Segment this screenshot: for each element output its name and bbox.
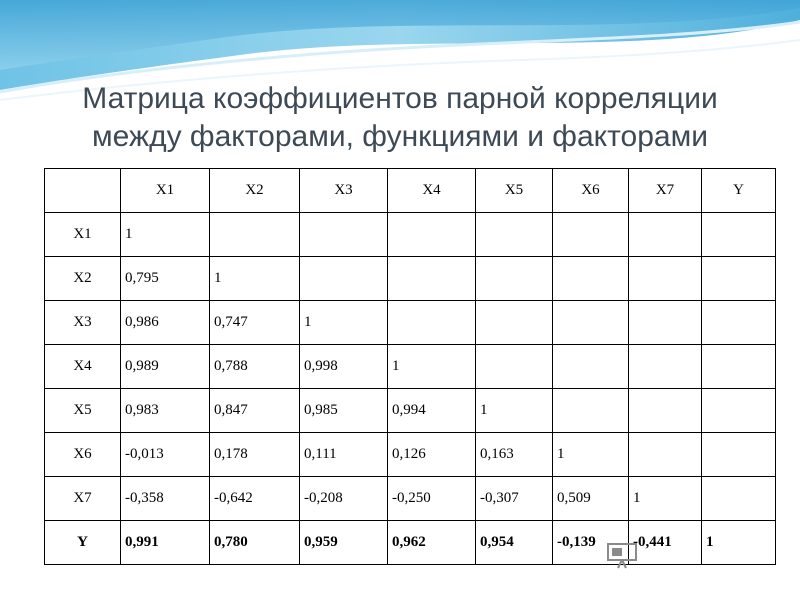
table-row <box>45 257 776 301</box>
column-header: X7 <box>629 169 702 213</box>
table-cell <box>476 257 553 301</box>
table-cell: 0,954 <box>476 521 553 565</box>
table-row <box>45 433 776 477</box>
table-cell <box>629 213 702 257</box>
column-header: X3 <box>300 169 388 213</box>
table-cell <box>300 213 388 257</box>
table-cell <box>476 345 553 389</box>
table-cell: -0,139 <box>553 521 629 565</box>
table-cell: 1 <box>300 301 388 345</box>
table-cell <box>702 389 776 433</box>
table-cell: 0,998 <box>300 345 388 389</box>
table-cell: 0,989 <box>121 345 210 389</box>
table-cell <box>300 257 388 301</box>
column-header: X5 <box>476 169 553 213</box>
table-cell <box>629 389 702 433</box>
table-cell <box>476 213 553 257</box>
row-header: X7 <box>45 477 121 521</box>
table-cell: 0,178 <box>210 433 300 477</box>
table-cell: 1 <box>476 389 553 433</box>
slide-title-line2: между факторами, функциями и факторами <box>92 120 708 153</box>
table-cell: 0,780 <box>210 521 300 565</box>
slide-title-line1: Матрица коэффициентов парной корреляции <box>82 82 718 115</box>
table-corner-cell <box>45 169 121 213</box>
table-cell: 1 <box>629 477 702 521</box>
column-header: X6 <box>553 169 629 213</box>
table-row <box>45 521 776 565</box>
table-cell <box>702 477 776 521</box>
table-cell: -0,307 <box>476 477 553 521</box>
table-cell: 0,847 <box>210 389 300 433</box>
table-cell <box>629 345 702 389</box>
table-cell: -0,208 <box>300 477 388 521</box>
row-header: X2 <box>45 257 121 301</box>
table-cell: -0,358 <box>121 477 210 521</box>
table-cell <box>702 345 776 389</box>
table-cell <box>629 433 702 477</box>
table-cell: 0,985 <box>300 389 388 433</box>
table-cell: 0,991 <box>121 521 210 565</box>
column-header: X4 <box>388 169 476 213</box>
table-row <box>45 389 776 433</box>
table-cell <box>702 433 776 477</box>
table-cell <box>702 213 776 257</box>
table-cell <box>553 257 629 301</box>
table-cell <box>553 301 629 345</box>
table-cell: 0,788 <box>210 345 300 389</box>
row-header: X4 <box>45 345 121 389</box>
table-cell: 0,986 <box>121 301 210 345</box>
table-cell: 0,111 <box>300 433 388 477</box>
slide-title <box>0 80 800 156</box>
table-row <box>45 345 776 389</box>
table-cell: -0,250 <box>388 477 476 521</box>
table-cell: -0,642 <box>210 477 300 521</box>
table-cell: 0,509 <box>553 477 629 521</box>
table-cell: -0,013 <box>121 433 210 477</box>
table-cell <box>553 213 629 257</box>
table-cell: 1 <box>121 213 210 257</box>
table-row <box>45 477 776 521</box>
correlation-matrix-table <box>44 168 776 565</box>
table-cell <box>388 213 476 257</box>
table-cell: 1 <box>388 345 476 389</box>
column-header: X1 <box>121 169 210 213</box>
table-row <box>45 301 776 345</box>
table-cell: 0,126 <box>388 433 476 477</box>
column-header: X2 <box>210 169 300 213</box>
table-cell <box>210 213 300 257</box>
table-cell <box>702 301 776 345</box>
table-header-row <box>45 169 776 213</box>
table-cell <box>476 301 553 345</box>
table-cell: 1 <box>553 433 629 477</box>
table-cell <box>553 389 629 433</box>
row-header: X6 <box>45 433 121 477</box>
table-cell: 0,795 <box>121 257 210 301</box>
table-cell <box>553 345 629 389</box>
table-cell: 0,962 <box>388 521 476 565</box>
table-cell <box>629 257 702 301</box>
table-cell: 0,747 <box>210 301 300 345</box>
table-cell: 0,994 <box>388 389 476 433</box>
row-header: Y <box>45 521 121 565</box>
projector-icon <box>606 538 640 570</box>
table-cell: -0,441 <box>629 521 702 565</box>
table-cell: 1 <box>210 257 300 301</box>
row-header: X5 <box>45 389 121 433</box>
table-cell <box>702 257 776 301</box>
table-row <box>45 213 776 257</box>
table-cell: 0,163 <box>476 433 553 477</box>
table-cell <box>388 301 476 345</box>
row-header: X3 <box>45 301 121 345</box>
column-header: Y <box>702 169 776 213</box>
table-cell: 0,983 <box>121 389 210 433</box>
row-header: X1 <box>45 213 121 257</box>
table-cell <box>388 257 476 301</box>
table-cell <box>629 301 702 345</box>
table-cell: 0,959 <box>300 521 388 565</box>
table-cell: 1 <box>702 521 776 565</box>
